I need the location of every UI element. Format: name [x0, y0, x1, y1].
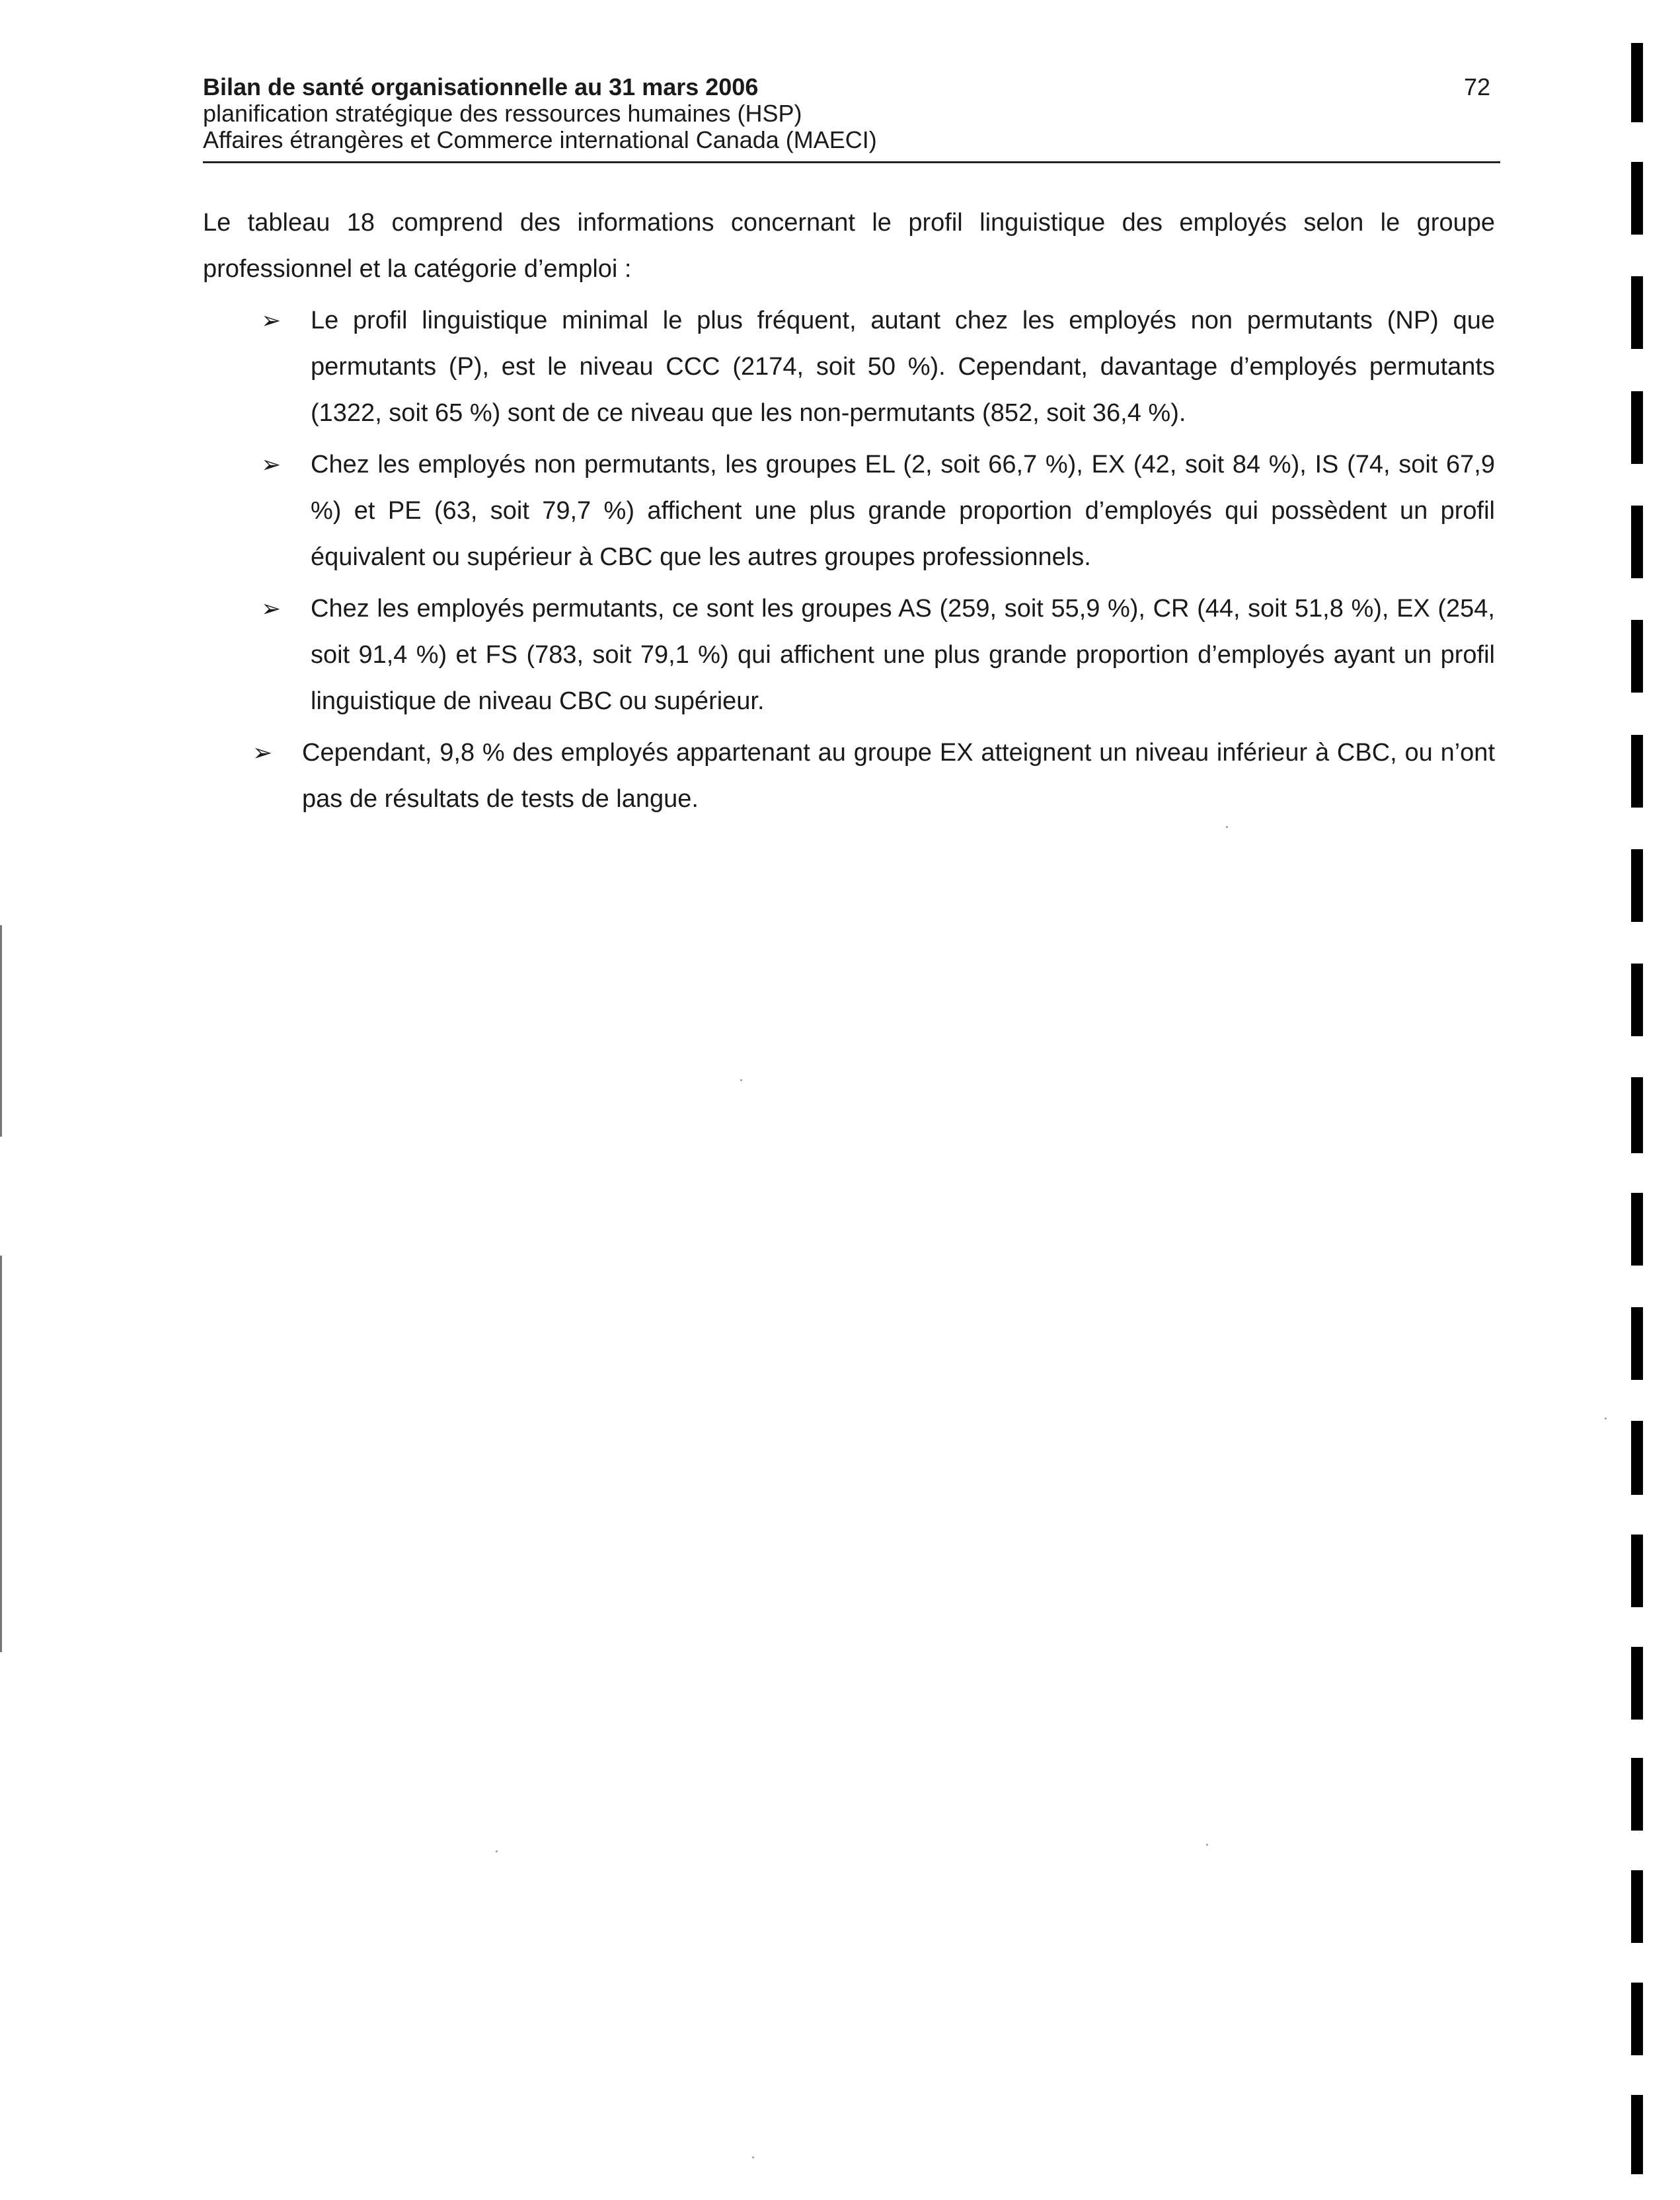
- scan-speck: [496, 1850, 498, 1852]
- arrow-bullet-icon: ➢: [261, 307, 282, 334]
- scan-speck: [752, 2156, 754, 2158]
- scan-edge: [0, 1256, 2, 1652]
- bullet-text: Le profil linguistique minimal le plus fréquent, autant chez les employés non permutants (NP) que permutants (P), est le niveau CCC (2174, soit 50 %). Cependant, davantage d’employés permutants (1322, soit 65 %) sont de ce niveau que les non-permutants (852, soit 36,4 %).: [311, 307, 1495, 427]
- list-item: [203, 730, 1495, 822]
- arrow-bullet-icon: ➢: [261, 451, 282, 478]
- binding-hole: [1631, 162, 1643, 235]
- binding-hole: [1631, 1758, 1643, 1831]
- bullet-text: Cependant, 9,8 % des employés appartenant au groupe EX atteignent un niveau inférieur à CBC, ou n’ont pas de résultats de tests de langue.: [302, 739, 1495, 813]
- binding-hole: [1631, 849, 1643, 922]
- page-header: [203, 74, 1500, 153]
- header-subtitle-department: Affaires étrangères et Commerce international Canada (MAECI): [203, 126, 877, 153]
- binding-hole: [1631, 391, 1643, 464]
- binding-hole: [1631, 2095, 1643, 2174]
- binding-hole: [1631, 1193, 1643, 1266]
- list-item: [203, 586, 1495, 724]
- list-item: [203, 297, 1495, 436]
- binding-hole: [1631, 506, 1643, 578]
- binding-hole: [1631, 43, 1643, 122]
- binding-hole: [1631, 620, 1643, 693]
- arrow-bullet-icon: ➢: [252, 739, 273, 766]
- binding-hole: [1631, 1983, 1643, 2055]
- arrow-bullet-icon: ➢: [261, 595, 282, 622]
- page-number: 72: [1464, 73, 1491, 100]
- scan-speck: [1226, 826, 1228, 828]
- binding-hole: [1631, 1535, 1643, 1607]
- bullet-text: Chez les employés non permutants, les groupes EL (2, soit 66,7 %), EX (42, soit 84 %), IS (74, soit 67,9 %) et PE (63, soit 79,7 %) affichent une plus grande proportion d’employés qui possèdent un profil équivalent ou supérieur à CBC que les autres groupes professionnels.: [311, 451, 1495, 571]
- binding-hole: [1631, 1647, 1643, 1720]
- header-rule: [203, 161, 1500, 163]
- body-text: [203, 200, 1495, 827]
- list-item: [203, 441, 1495, 580]
- scan-speck: [1206, 1844, 1208, 1846]
- scan-edge: [0, 925, 2, 1137]
- binding-hole: [1631, 276, 1643, 349]
- binding-hole: [1631, 1421, 1643, 1495]
- binding-hole: [1631, 964, 1643, 1036]
- bullet-list: [203, 297, 1495, 822]
- scan-speck: [1605, 1418, 1607, 1420]
- binding-hole: [1631, 1307, 1643, 1380]
- binding-hole: [1631, 1077, 1643, 1153]
- intro-paragraph: Le tableau 18 comprend des informations concernant le profil linguistique des employés selon le groupe professionnel et la catégorie d’emploi :: [203, 209, 1495, 283]
- bullet-text: Chez les employés permutants, ce sont les groupes AS (259, soit 55,9 %), CR (44, soit 51,8 %), EX (254, soit 91,4 %) et FS (783, soit 79,1 %) qui affichent une plus grande proportion d’employés ayant un profil linguistique de niveau CBC ou supérieur.: [311, 595, 1495, 715]
- header-subtitle-hsp: planification stratégique des ressources humaines (HSP): [203, 100, 802, 127]
- header-title: Bilan de santé organisationnelle au 31 mars 2006: [203, 73, 759, 100]
- binding-hole: [1631, 1870, 1643, 1943]
- binding-hole: [1631, 735, 1643, 808]
- scan-speck: [740, 1079, 742, 1081]
